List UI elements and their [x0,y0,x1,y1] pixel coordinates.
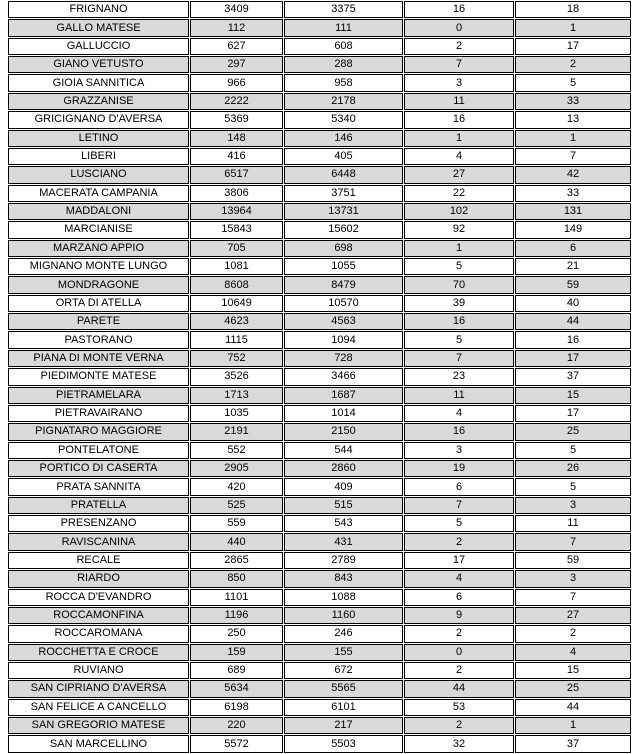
value-cell-4: 16 [515,331,631,348]
value-cell-3: 16 [404,423,514,440]
value-cell-4: 21 [515,258,631,275]
municipality-name-cell: PORTICO DI CASERTA [8,460,189,477]
value-cell-3: 32 [404,735,514,753]
table-row [8,570,631,587]
value-cell-3: 5 [404,258,514,275]
value-cell-4: 33 [515,185,631,202]
municipality-name-cell: MIGNANO MONTE LUNGO [8,258,189,275]
table-row [8,625,631,642]
value-cell-4: 3 [515,570,631,587]
municipality-name-cell: PRESENZANO [8,515,189,532]
value-cell-3: 19 [404,460,514,477]
value-cell-4: 44 [515,699,631,716]
value-cell-1: 1196 [190,607,283,624]
table-row [8,19,631,36]
value-cell-1: 966 [190,74,283,91]
municipality-name-cell: MARZANO APPIO [8,240,189,257]
value-cell-2: 15602 [284,221,403,238]
value-cell-2: 608 [284,38,403,55]
value-cell-4: 2 [515,56,631,73]
value-cell-4: 2 [515,625,631,642]
value-cell-1: 250 [190,625,283,642]
value-cell-3: 70 [404,276,514,293]
table-row [8,313,631,330]
municipality-name-cell: ROCCAROMANA [8,625,189,642]
value-cell-2: 843 [284,570,403,587]
value-cell-4: 15 [515,662,631,679]
value-cell-1: 2191 [190,423,283,440]
value-cell-2: 3751 [284,185,403,202]
value-cell-4: 17 [515,350,631,367]
municipality-name-cell: MADDALONI [8,203,189,220]
value-cell-4: 25 [515,680,631,697]
value-cell-3: 1 [404,240,514,257]
value-cell-3: 3 [404,442,514,459]
table-row [8,699,631,716]
value-cell-3: 4 [404,148,514,165]
municipality-name-cell: RAVISCANINA [8,533,189,550]
value-cell-3: 4 [404,570,514,587]
value-cell-1: 5634 [190,680,283,697]
value-cell-1: 1101 [190,589,283,606]
table-row [8,221,631,238]
value-cell-1: 15843 [190,221,283,238]
value-cell-4: 59 [515,552,631,569]
value-cell-2: 698 [284,240,403,257]
municipality-name-cell: MARCIANISE [8,221,189,238]
value-cell-3: 6 [404,589,514,606]
value-cell-1: 1713 [190,387,283,404]
municipality-name-cell: MACERATA CAMPANIA [8,185,189,202]
value-cell-3: 4 [404,405,514,422]
municipality-name-cell: RECALE [8,552,189,569]
value-cell-2: 409 [284,478,403,495]
table-row [8,405,631,422]
value-cell-4: 17 [515,405,631,422]
municipality-name-cell: PARETE [8,313,189,330]
value-cell-3: 92 [404,221,514,238]
value-cell-1: 3806 [190,185,283,202]
table-row [8,276,631,293]
value-cell-1: 297 [190,56,283,73]
value-cell-2: 2178 [284,93,403,110]
value-cell-4: 26 [515,460,631,477]
value-cell-1: 705 [190,240,283,257]
municipality-name-cell: SAN CIPRIANO D'AVERSA [8,680,189,697]
municipality-name-cell: RIARDO [8,570,189,587]
value-cell-1: 440 [190,533,283,550]
value-cell-2: 515 [284,497,403,514]
table-row [8,203,631,220]
municipality-name-cell: PIANA DI MONTE VERNA [8,350,189,367]
value-cell-2: 2860 [284,460,403,477]
value-cell-3: 23 [404,368,514,385]
value-cell-3: 27 [404,166,514,183]
value-cell-3: 7 [404,350,514,367]
value-cell-3: 2 [404,717,514,734]
municipality-name-cell: GRICIGNANO D'AVERSA [8,111,189,128]
table-row [8,442,631,459]
value-cell-4: 149 [515,221,631,238]
table-row [8,148,631,165]
value-cell-2: 2789 [284,552,403,569]
value-cell-1: 13964 [190,203,283,220]
value-cell-4: 131 [515,203,631,220]
value-cell-1: 112 [190,19,283,36]
value-cell-2: 5503 [284,735,403,753]
table-body [8,1,631,753]
value-cell-3: 0 [404,19,514,36]
table-row [8,166,631,183]
value-cell-1: 1081 [190,258,283,275]
value-cell-1: 3409 [190,1,283,18]
value-cell-3: 2 [404,38,514,55]
table-row [8,1,631,18]
value-cell-3: 7 [404,497,514,514]
value-cell-2: 405 [284,148,403,165]
value-cell-1: 2865 [190,552,283,569]
municipality-name-cell: RUVIANO [8,662,189,679]
value-cell-2: 5565 [284,680,403,697]
value-cell-1: 1035 [190,405,283,422]
value-cell-1: 627 [190,38,283,55]
value-cell-4: 1 [515,717,631,734]
municipality-name-cell: PIEDIMONTE MATESE [8,368,189,385]
value-cell-1: 689 [190,662,283,679]
value-cell-4: 5 [515,442,631,459]
value-cell-1: 220 [190,717,283,734]
value-cell-1: 559 [190,515,283,532]
value-cell-1: 2222 [190,93,283,110]
value-cell-1: 4623 [190,313,283,330]
value-cell-4: 7 [515,533,631,550]
value-cell-3: 3 [404,74,514,91]
municipality-name-cell: LETINO [8,130,189,147]
value-cell-4: 4 [515,644,631,661]
value-cell-4: 18 [515,1,631,18]
value-cell-3: 102 [404,203,514,220]
table-row [8,387,631,404]
municipality-name-cell: GIANO VETUSTO [8,56,189,73]
municipality-name-cell: PONTELATONE [8,442,189,459]
value-cell-2: 246 [284,625,403,642]
value-cell-4: 15 [515,387,631,404]
municipality-data-table [7,0,628,754]
value-cell-1: 10649 [190,295,283,312]
value-cell-1: 552 [190,442,283,459]
table-row [8,423,631,440]
value-cell-2: 2150 [284,423,403,440]
table-row [8,478,631,495]
value-cell-4: 7 [515,148,631,165]
value-cell-4: 17 [515,38,631,55]
table-row [8,680,631,697]
municipality-name-cell: GALLUCCIO [8,38,189,55]
table-row [8,644,631,661]
table-row [8,717,631,734]
value-cell-3: 9 [404,607,514,624]
value-cell-2: 13731 [284,203,403,220]
value-cell-2: 6448 [284,166,403,183]
value-cell-1: 752 [190,350,283,367]
municipality-name-cell: LUSCIANO [8,166,189,183]
table-row [8,735,631,753]
value-cell-2: 958 [284,74,403,91]
value-cell-4: 3 [515,497,631,514]
value-cell-2: 1094 [284,331,403,348]
value-cell-3: 7 [404,56,514,73]
table-row [8,497,631,514]
municipality-name-cell: GIOIA SANNITICA [8,74,189,91]
municipality-name-cell: SAN MARCELLINO [8,735,189,753]
table-row [8,589,631,606]
municipality-name-cell: ORTA DI ATELLA [8,295,189,312]
value-cell-4: 33 [515,93,631,110]
value-cell-2: 431 [284,533,403,550]
municipality-name-cell: GALLO MATESE [8,19,189,36]
value-cell-3: 16 [404,1,514,18]
table-row [8,533,631,550]
value-cell-3: 0 [404,644,514,661]
table-row [8,607,631,624]
table-row [8,93,631,110]
value-cell-4: 40 [515,295,631,312]
table-row [8,240,631,257]
municipality-name-cell: LIBERI [8,148,189,165]
value-cell-1: 525 [190,497,283,514]
municipality-name-cell: PIETRAMELARA [8,387,189,404]
municipality-name-cell: PASTORANO [8,331,189,348]
value-cell-3: 17 [404,552,514,569]
municipality-name-cell: SAN GREGORIO MATESE [8,717,189,734]
value-cell-2: 1088 [284,589,403,606]
value-cell-3: 44 [404,680,514,697]
value-cell-1: 2905 [190,460,283,477]
value-cell-4: 44 [515,313,631,330]
value-cell-4: 37 [515,368,631,385]
value-cell-2: 6101 [284,699,403,716]
value-cell-2: 1160 [284,607,403,624]
value-cell-1: 3526 [190,368,283,385]
table-row [8,56,631,73]
municipality-name-cell: PIETRAVAIRANO [8,405,189,422]
municipality-name-cell: ROCCA D'EVANDRO [8,589,189,606]
value-cell-3: 5 [404,515,514,532]
table-row [8,350,631,367]
value-cell-4: 1 [515,19,631,36]
value-cell-2: 4563 [284,313,403,330]
value-cell-2: 8479 [284,276,403,293]
value-cell-2: 672 [284,662,403,679]
value-cell-1: 850 [190,570,283,587]
value-cell-4: 25 [515,423,631,440]
municipality-name-cell: GRAZZANISE [8,93,189,110]
value-cell-2: 288 [284,56,403,73]
value-cell-1: 148 [190,130,283,147]
value-cell-1: 1115 [190,331,283,348]
value-cell-2: 3375 [284,1,403,18]
value-cell-1: 6198 [190,699,283,716]
table-row [8,258,631,275]
value-cell-4: 6 [515,240,631,257]
value-cell-3: 1 [404,130,514,147]
value-cell-1: 159 [190,644,283,661]
municipality-name-cell: PIGNATARO MAGGIORE [8,423,189,440]
value-cell-2: 3466 [284,368,403,385]
table-row [8,368,631,385]
value-cell-4: 42 [515,166,631,183]
value-cell-2: 543 [284,515,403,532]
municipality-name-cell: ROCCAMONFINA [8,607,189,624]
value-cell-3: 2 [404,662,514,679]
value-cell-1: 6517 [190,166,283,183]
value-cell-1: 5369 [190,111,283,128]
value-cell-2: 1055 [284,258,403,275]
value-cell-4: 7 [515,589,631,606]
municipality-name-cell: MONDRAGONE [8,276,189,293]
table-row [8,185,631,202]
municipality-name-cell: ROCCHETTA E CROCE [8,644,189,661]
value-cell-2: 146 [284,130,403,147]
value-cell-1: 416 [190,148,283,165]
table-row [8,130,631,147]
municipality-name-cell: FRIGNANO [8,1,189,18]
table-row [8,331,631,348]
value-cell-1: 8608 [190,276,283,293]
value-cell-4: 13 [515,111,631,128]
value-cell-3: 11 [404,93,514,110]
value-cell-3: 53 [404,699,514,716]
value-cell-2: 1687 [284,387,403,404]
value-cell-4: 5 [515,478,631,495]
table-row [8,552,631,569]
value-cell-3: 2 [404,625,514,642]
value-cell-3: 16 [404,111,514,128]
value-cell-1: 420 [190,478,283,495]
value-cell-3: 11 [404,387,514,404]
value-cell-4: 27 [515,607,631,624]
value-cell-2: 155 [284,644,403,661]
table-row [8,38,631,55]
value-cell-2: 728 [284,350,403,367]
value-cell-1: 5572 [190,735,283,753]
value-cell-4: 5 [515,74,631,91]
table [7,0,632,754]
municipality-name-cell: SAN FELICE A CANCELLO [8,699,189,716]
value-cell-4: 1 [515,130,631,147]
value-cell-3: 2 [404,533,514,550]
value-cell-2: 1014 [284,405,403,422]
value-cell-3: 22 [404,185,514,202]
value-cell-4: 11 [515,515,631,532]
table-row [8,295,631,312]
value-cell-3: 39 [404,295,514,312]
value-cell-4: 37 [515,735,631,753]
value-cell-2: 5340 [284,111,403,128]
municipality-name-cell: PRATA SANNITA [8,478,189,495]
value-cell-2: 111 [284,19,403,36]
value-cell-2: 10570 [284,295,403,312]
value-cell-3: 6 [404,478,514,495]
table-row [8,460,631,477]
municipality-name-cell: PRATELLA [8,497,189,514]
value-cell-3: 16 [404,313,514,330]
table-row [8,111,631,128]
table-row [8,662,631,679]
table-row [8,515,631,532]
value-cell-2: 217 [284,717,403,734]
value-cell-4: 59 [515,276,631,293]
table-row [8,74,631,91]
value-cell-2: 544 [284,442,403,459]
value-cell-3: 5 [404,331,514,348]
